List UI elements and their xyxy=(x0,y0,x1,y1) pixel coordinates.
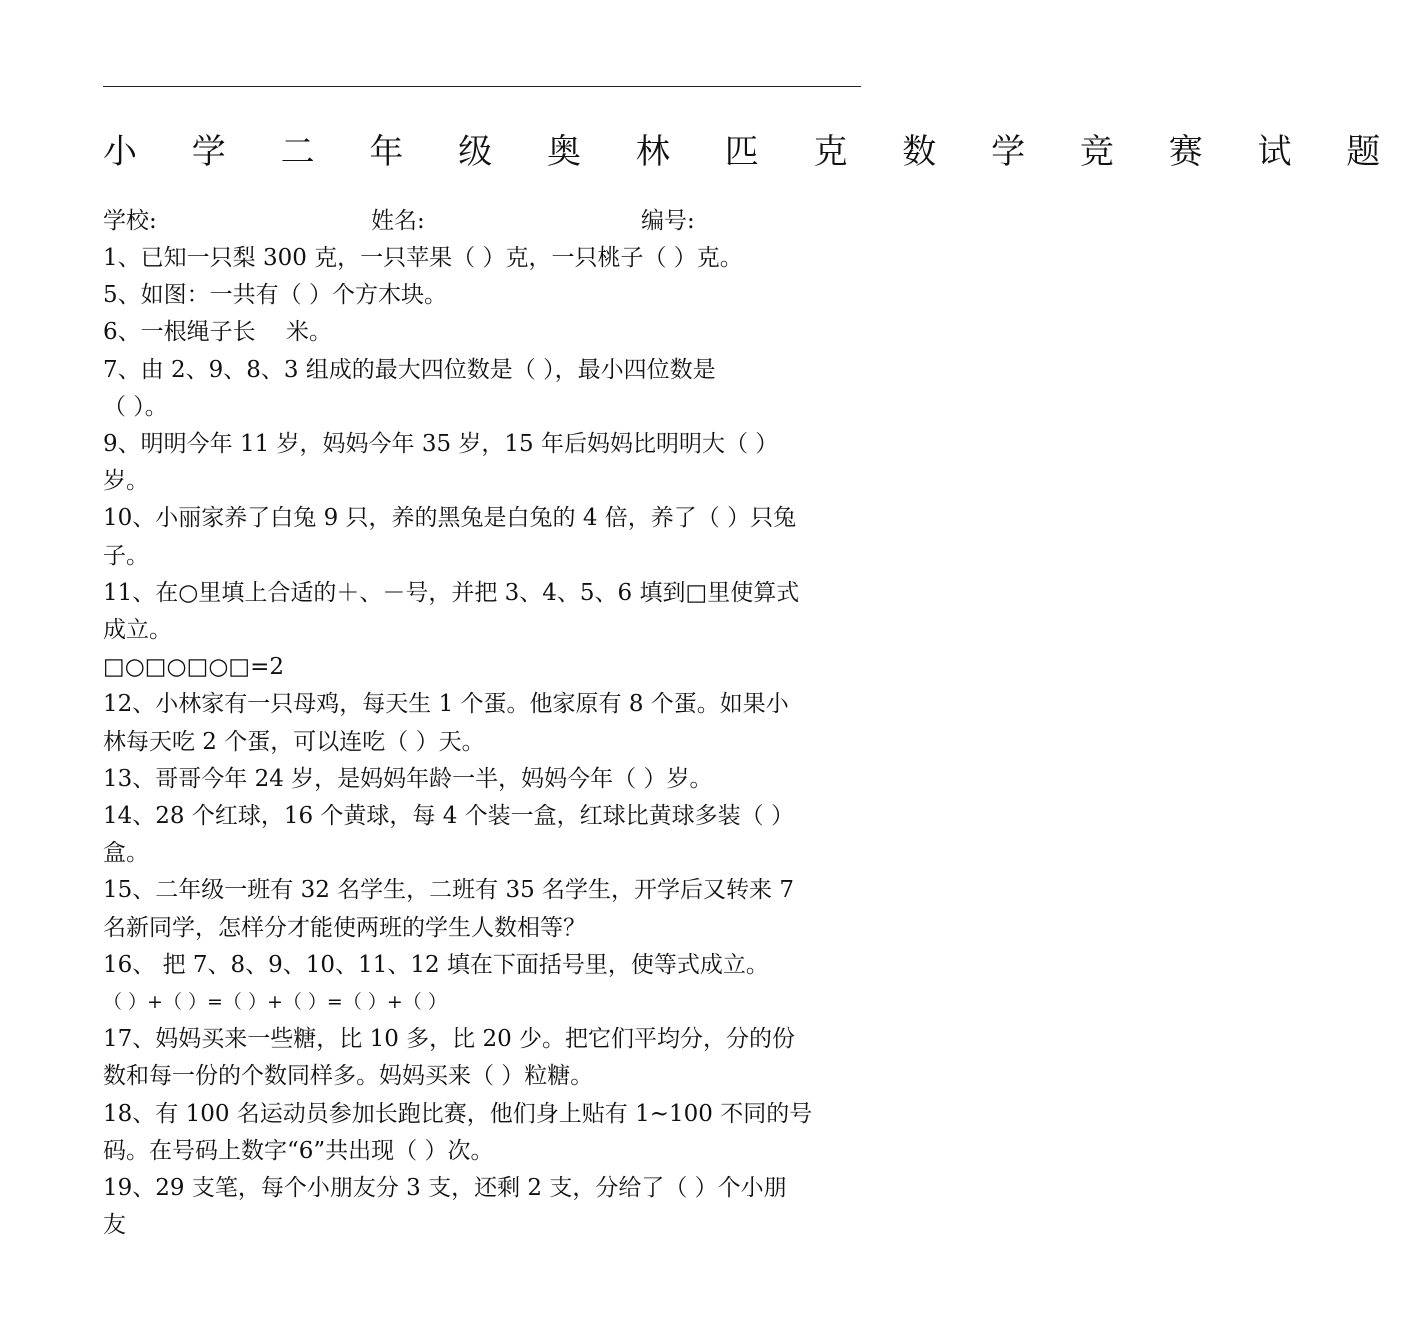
top-rule xyxy=(103,86,861,87)
question-line: （ ）+（ ）=（ ）+（ ）=（ ）+（ ） xyxy=(103,991,447,1014)
question-line: 15、二年级一班有 32 名学生，二班有 35 名学生，开学后又转来 7 xyxy=(103,877,794,904)
question-line: 10、小丽家养了白兔 9 只，养的黑兔是白兔的 4 倍，养了（ ）只兔 xyxy=(103,505,797,532)
question-line: 19、29 支笔，每个小朋友分 3 支，还剩 2 支，分给了（ ）个小朋 xyxy=(103,1175,787,1202)
question-item xyxy=(103,1021,863,1095)
question-line: 岁。 xyxy=(103,468,149,495)
number-label: 编号: xyxy=(641,208,695,234)
question-item xyxy=(103,1170,863,1244)
question-line: 5、如图：一共有（ ）个方木块。 xyxy=(103,282,447,309)
question-item xyxy=(103,426,863,500)
question-line: 1、已知一只梨 300 克，一只苹果（ ）克，一只桃子（ ）克。 xyxy=(103,245,743,271)
question-item xyxy=(103,575,863,687)
school-label: 学校: xyxy=(103,208,157,234)
question-line: 14、28 个红球，16 个黄球，每 4 个装一盒，红球比黄球多装（ ） xyxy=(103,803,794,830)
question-item xyxy=(103,500,863,574)
question-line: 11、在○里填上合适的＋、－号，并把 3、4、5、6 填到□里使算式 xyxy=(103,579,800,606)
question-line: □○□○□○□=2 xyxy=(103,654,285,681)
question-item xyxy=(103,798,863,872)
question-line: 6、一根绳子长 米。 xyxy=(103,319,332,346)
question-line: 17、妈妈买来一些糖，比 10 多，比 20 少。把它们平均分，分的份 xyxy=(103,1026,796,1053)
name-label: 姓名: xyxy=(371,208,425,234)
question-item xyxy=(103,947,863,1021)
question-line: 成立。 xyxy=(103,617,172,644)
question-line: 13、哥哥今年 24 岁，是妈妈年龄一半，妈妈今年（ ）岁。 xyxy=(103,765,713,792)
question-line: 16、 把 7、8、9、10、11、12 填在下面括号里，使等式成立。 xyxy=(103,951,769,978)
question-line: 12、小林家有一只母鸡，每天生 1 个蛋。他家原有 8 个蛋。如果小 xyxy=(103,691,789,718)
question-item xyxy=(103,352,863,426)
question-item xyxy=(103,686,863,760)
question-line: 友 xyxy=(103,1212,126,1239)
question-line: 子。 xyxy=(103,542,149,569)
question-list xyxy=(103,240,863,1244)
question-line: 盒。 xyxy=(103,840,149,867)
question-item xyxy=(103,277,863,314)
question-item xyxy=(103,872,863,946)
page-title: 小 学 二 年 级 奥 林 匹 克 数 学 竞 赛 试 题 xyxy=(103,132,1402,172)
question-line: 7、由 2、9、8、3 组成的最大四位数是（ ），最小四位数是 xyxy=(103,356,716,383)
question-line: 18、有 100 名运动员参加长跑比赛，他们身上贴有 1~100 不同的号 xyxy=(103,1100,813,1127)
question-item xyxy=(103,1096,863,1170)
question-line: 数和每一份的个数同样多。妈妈买来（ ）粒糖。 xyxy=(103,1063,594,1090)
question-line: （ ）。 xyxy=(103,393,168,420)
question-item xyxy=(103,761,863,798)
question-line: 码。在号码上数字“6”共出现（ ）次。 xyxy=(103,1137,494,1164)
question-line: 林每天吃 2 个蛋，可以连吃（ ）天。 xyxy=(103,728,485,755)
question-line: 名新同学，怎样分才能使两班的学生人数相等？ xyxy=(103,914,586,941)
header-fields xyxy=(103,202,863,234)
question-item xyxy=(103,314,863,351)
question-line: 9、明明今年 11 岁，妈妈今年 35 岁，15 年后妈妈比明明大（ ） xyxy=(103,431,779,458)
question-item xyxy=(103,240,863,277)
